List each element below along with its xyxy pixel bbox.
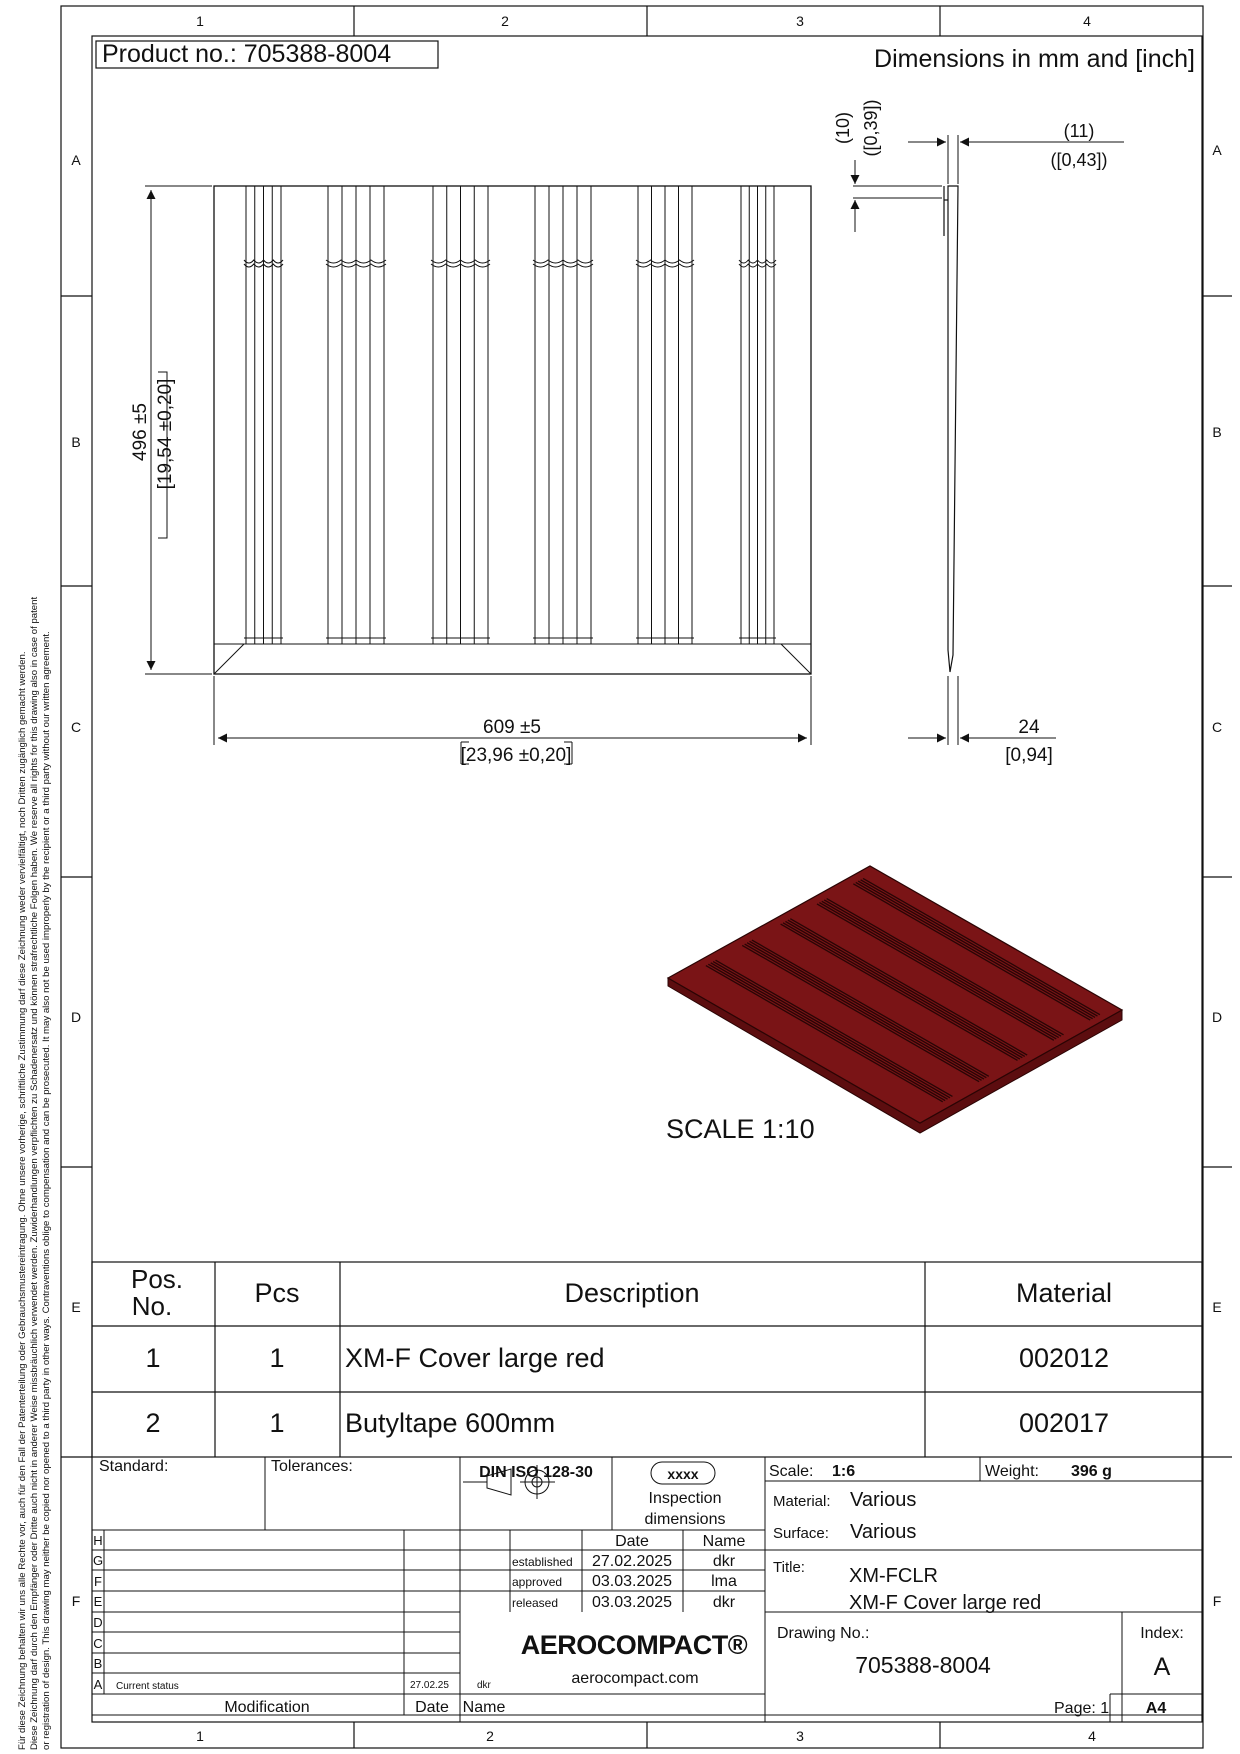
cell-pos: 1	[145, 1343, 161, 1373]
rib-groups	[244, 186, 776, 644]
rib-group	[244, 186, 283, 644]
col-header-pos: No.	[131, 1291, 173, 1321]
rib-group	[636, 186, 694, 644]
approval-date: 27.02.2025	[591, 1553, 673, 1570]
grid-row-label: C	[70, 719, 82, 735]
legal-notice-line: Diese Zeichnung darf durch den Empfänger oder Dritte auch nicht in anderer Weise missbräuchlich verwendet werden. Zuwiderhandlungen verpflichten zu Schadenersatz und können strafrechtliche Folgen haben. We reserve all rights for this drawing also in case of patent	[29, 596, 40, 1750]
revision-letter: H	[93, 1533, 103, 1548]
cell-material: 002017	[1018, 1408, 1110, 1438]
grid-col-label: 1	[196, 1728, 204, 1744]
col-header-description: Description	[564, 1278, 700, 1308]
title-line: XM-F Cover large red	[849, 1592, 1042, 1614]
revision-letter: G	[92, 1553, 104, 1568]
grid-col-label: 2	[486, 1728, 494, 1744]
modification-label: Modification	[224, 1699, 310, 1716]
depth-dim-mm: 24	[1018, 717, 1040, 738]
approval-row	[512, 1573, 737, 1590]
drawing-no-value: 705388-8004	[855, 1652, 991, 1678]
drawing-no-label: Drawing No.:	[777, 1625, 870, 1642]
cell-description: XM-F Cover large red	[345, 1343, 605, 1373]
tolerances-label: Tolerances:	[271, 1458, 353, 1475]
company-logo: AEROCOMPACT®	[520, 1630, 748, 1660]
approval-stage: established	[512, 1555, 573, 1569]
cell-pcs: 1	[269, 1408, 285, 1438]
material-value: Various	[850, 1489, 917, 1511]
col-header-material: Material	[1015, 1278, 1113, 1308]
grid-col-label: 3	[796, 1728, 804, 1744]
approval-date: 03.03.2025	[591, 1594, 673, 1611]
revision-letter: E	[93, 1594, 103, 1609]
side-view-dimensions	[853, 135, 1124, 745]
company-url: aerocompact.com	[571, 1670, 699, 1687]
grid-row-label: F	[1212, 1593, 1222, 1609]
rib-group	[739, 186, 776, 644]
product-number: Product no.: 705388-8004	[102, 40, 392, 68]
revision-letter: B	[93, 1656, 103, 1671]
grid-row-label: B	[71, 434, 81, 450]
lip-dim-inch: ([0,39])	[861, 99, 881, 157]
inspection-badge: xxxx	[667, 1466, 699, 1482]
page-number: Page: 1	[1054, 1700, 1110, 1717]
paper-format: A4	[1145, 1700, 1167, 1717]
approval-date: 03.03.2025	[591, 1573, 673, 1590]
grid-col-label: 2	[501, 13, 509, 29]
parts-list	[131, 1264, 1112, 1438]
width-dim-inch: [23,96 ±0,20]	[460, 745, 572, 766]
grid-row-label: C	[1211, 719, 1223, 735]
rib-group	[533, 186, 593, 644]
front-view-outline	[214, 186, 811, 674]
iso-standard: DIN ISO 128-30	[479, 1464, 593, 1481]
grid-row-label: E	[1212, 1299, 1222, 1315]
grid-row-label: A	[71, 152, 81, 168]
scale-field-label: Scale:	[769, 1463, 814, 1480]
grid-col-label: 4	[1083, 13, 1091, 29]
front-view	[214, 186, 811, 674]
weight-label: Weight:	[985, 1463, 1039, 1480]
grid-row-label: D	[70, 1009, 82, 1025]
table-row	[145, 1408, 1109, 1438]
current-status-label: Current status	[116, 1681, 179, 1692]
side-view	[944, 186, 958, 672]
cell-pos: 2	[145, 1408, 161, 1438]
approval-name: lma	[711, 1573, 737, 1590]
approvals-name-header: Name	[702, 1533, 746, 1550]
approval-name: dkr	[712, 1553, 736, 1570]
grid-col-label: 4	[1088, 1728, 1096, 1744]
cell-pcs: 1	[269, 1343, 285, 1373]
title-block	[93, 1458, 1184, 1717]
approval-row	[512, 1553, 736, 1570]
legal-notice-line: or registration of design. This drawing may neither be copied nor opened to a third party in other ways. Contraventions oblige to compensation and can be prosecuted. It may also not be used improperly by the recipient or a third party without our written agreement.	[41, 631, 52, 1750]
approvals-date-header: Date	[615, 1533, 649, 1550]
approval-row	[512, 1594, 736, 1611]
sheet-frame	[61, 6, 1232, 1748]
approval-name: dkr	[712, 1594, 736, 1611]
col-header-pcs: Pcs	[254, 1278, 300, 1308]
index-value: A	[1153, 1653, 1171, 1681]
current-status-date: 27.02.25	[410, 1680, 449, 1691]
side-view-profile	[948, 186, 958, 672]
current-status-name: dkr	[477, 1680, 491, 1691]
rib-group	[431, 186, 490, 644]
inspection-label: dimensions	[644, 1511, 726, 1528]
depth-dim-inch: [0,94]	[1005, 745, 1053, 766]
approval-stage: approved	[512, 1575, 563, 1589]
title-line: XM-FCLR	[849, 1565, 938, 1587]
table-row	[145, 1343, 1109, 1373]
legal-notice-line: Für diese Zeichnung behalten wir uns alle Rechte vor, auch für den Fall der Patenterteilung oder Gebrauchsmustereintragung. Ohne unsere vorherige, schriftliche Zustimmung darf diese Zeichnung weder vervielfältigt, noch Dritten zugänglich gemacht werden.	[17, 651, 28, 1750]
weight-value: 396 g	[1071, 1463, 1112, 1480]
standard-label: Standard:	[99, 1458, 169, 1475]
revision-letter: D	[93, 1615, 103, 1630]
rib-group	[326, 186, 386, 644]
revision-letter: F	[94, 1574, 102, 1589]
name-column-label: Name	[462, 1699, 506, 1716]
material-label: Material:	[773, 1493, 831, 1510]
grid-row-label: E	[71, 1299, 81, 1315]
grid-row-label: B	[1212, 424, 1222, 440]
revision-letter: A	[93, 1677, 103, 1692]
legal-notice	[17, 597, 52, 1750]
grid-row-label: F	[71, 1593, 81, 1609]
top-thickness-dim-mm: (11)	[1063, 121, 1095, 141]
grid-col-label: 1	[196, 13, 204, 29]
surface-value: Various	[850, 1521, 917, 1543]
scale-field-value: 1:6	[832, 1463, 856, 1480]
cell-description: Butyltape 600mm	[345, 1408, 556, 1438]
grid-col-label: 3	[796, 13, 804, 29]
scale-label: SCALE 1:10	[666, 1114, 815, 1144]
width-dim-mm: 609 ±5	[483, 717, 541, 738]
date-column-label: Date	[415, 1699, 449, 1716]
approval-stage: released	[512, 1596, 559, 1610]
grid-row-label: A	[1212, 142, 1222, 158]
top-thickness-dim-inch: ([0,43])	[1050, 150, 1108, 170]
index-label: Index:	[1140, 1625, 1184, 1642]
height-dim-mm: 496 ±5	[130, 403, 151, 461]
isometric-view	[668, 866, 1122, 1133]
surface-label: Surface:	[773, 1525, 829, 1542]
title-label: Title:	[773, 1559, 805, 1576]
col-header-pos: Pos.	[130, 1264, 184, 1294]
lip-dim-mm: (10)	[833, 111, 853, 145]
units-note: Dimensions in mm and [inch]	[874, 45, 1195, 73]
cell-material: 002012	[1018, 1343, 1110, 1373]
grid-row-label: D	[1211, 1009, 1223, 1025]
inspection-label: Inspection	[648, 1490, 722, 1507]
revision-letter: C	[93, 1636, 103, 1651]
height-dim-inch: [19,54 ±0,20]	[155, 378, 176, 490]
